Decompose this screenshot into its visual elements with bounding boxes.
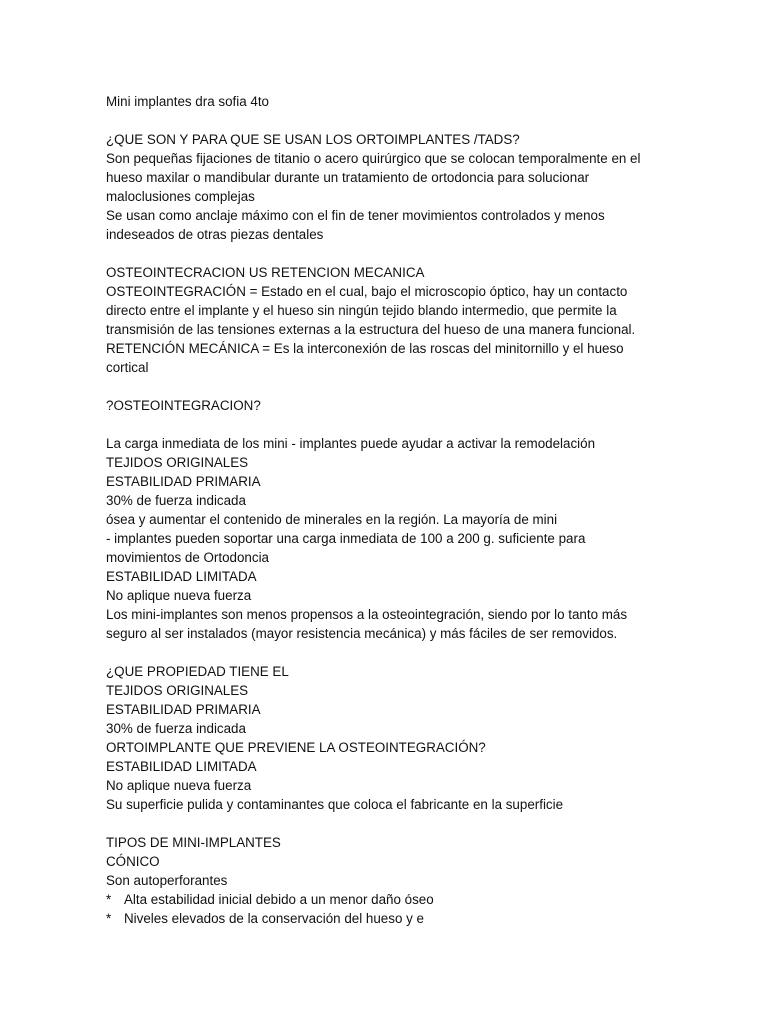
spacer (106, 111, 746, 130)
spacer (106, 415, 746, 434)
paragraph-line: transmisión de las tensiones externas a la estructura del hueso de una manera funcional. (106, 322, 636, 337)
spacer (106, 244, 746, 263)
paragraph-line: No aplique nueva fuerza (106, 588, 252, 603)
paragraph-line: ESTABILIDAD PRIMARIA (106, 474, 261, 489)
bullet-item (106, 890, 746, 909)
document-body (106, 92, 746, 928)
paragraph-line: Se usan como anclaje máximo con el fin de tener movimientos controlados y menos (106, 208, 605, 223)
paragraph-line: cortical (106, 360, 149, 375)
paragraph-line: maloclusiones complejas (106, 189, 255, 204)
paragraph-line: No aplique nueva fuerza (106, 778, 252, 793)
paragraph-line: Son pequeñas fijaciones de titanio o acero quirúrgico que se colocan temporalmente en el (106, 151, 641, 166)
bullet-text: Niveles elevados de la conservación del hueso y e (124, 911, 424, 926)
paragraph-line: ósea y aumentar el contenido de minerales en la región. La mayoría de mini (106, 512, 558, 527)
bullet-marker: * (106, 892, 112, 907)
spacer (106, 643, 746, 662)
paragraph-line: Su superficie pulida y contaminantes que coloca el fabricante en la superficie (106, 797, 564, 812)
paragraph-line: OSTEOINTEGRACIÓN = Estado en el cual, bajo el microscopio óptico, hay un contacto (106, 284, 628, 299)
paragraph-line: Los mini-implantes son menos propensos a la osteointegración, siendo por lo tanto más (106, 607, 628, 622)
paragraph-line: 30% de fuerza indicada (106, 493, 246, 508)
spacer (106, 814, 746, 833)
section-heading: ¿QUE SON Y PARA QUE SE USAN LOS ORTOIMPLANTES /TADS? (106, 132, 520, 147)
paragraph-line: CÓNICO (106, 854, 160, 869)
paragraph-line: Son autoperforantes (106, 873, 228, 888)
bullet-item (106, 909, 746, 928)
section-heading: TIPOS DE MINI-IMPLANTES (106, 835, 281, 850)
bullet-text: Alta estabilidad inicial debido a un menor daño óseo (124, 892, 434, 907)
section-heading: OSTEOINTECRACION US RETENCION MECANICA (106, 265, 425, 280)
spacer (106, 377, 746, 396)
paragraph-line: ESTABILIDAD LIMITADA (106, 759, 257, 774)
paragraph-line: directo entre el implante y el hueso sin ningún tejido blando intermedio, que permite la (106, 303, 617, 318)
paragraph-line: ORTOIMPLANTE QUE PREVIENE LA OSTEOINTEGRACIÓN? (106, 740, 486, 755)
paragraph-line: RETENCIÓN MECÁNICA = Es la interconexión de las roscas del minitornillo y el hueso (106, 341, 624, 356)
paragraph-line: movimientos de Ortodoncia (106, 550, 269, 565)
paragraph-line: hueso maxilar o mandibular durante un tratamiento de ortodoncia para solucionar (106, 170, 590, 185)
bullet-marker: * (106, 911, 112, 926)
paragraph-line: indeseados de otras piezas dentales (106, 227, 324, 242)
paragraph-line: TEJIDOS ORIGINALES (106, 455, 249, 470)
section-heading: ?OSTEOINTEGRACION? (106, 398, 261, 413)
document-title: Mini implantes dra sofia 4to (106, 94, 269, 109)
paragraph-line: La carga inmediata de los mini - implantes puede ayudar a activar la remodelación (106, 436, 596, 451)
paragraph-line: 30% de fuerza indicada (106, 721, 246, 736)
paragraph-line: seguro al ser instalados (mayor resistencia mecánica) y más fáciles de ser removidos. (106, 626, 618, 641)
paragraph-line: ESTABILIDAD LIMITADA (106, 569, 257, 584)
paragraph-line: TEJIDOS ORIGINALES (106, 683, 249, 698)
paragraph-line: ESTABILIDAD PRIMARIA (106, 702, 261, 717)
paragraph-line: - implantes pueden soportar una carga inmediata de 100 a 200 g. suficiente para (106, 531, 586, 546)
paragraph-line: ¿QUE PROPIEDAD TIENE EL (106, 664, 289, 679)
